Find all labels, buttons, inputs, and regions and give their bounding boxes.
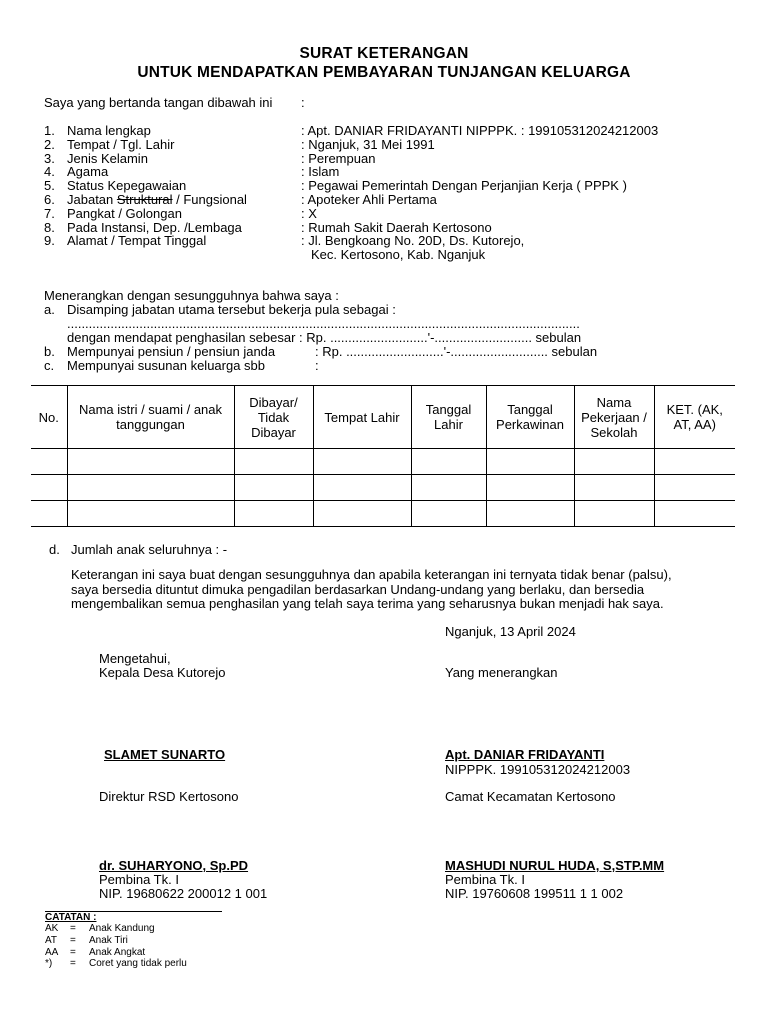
- signer-name: dr. SUHARYONO, Sp.PD: [99, 858, 249, 873]
- field-num: 8.: [44, 220, 55, 235]
- field-num: 3.: [44, 151, 55, 166]
- signer-nip: NIPPPK. 199105312024212003: [445, 762, 631, 777]
- note-eq: =: [70, 923, 76, 934]
- family-text: Mempunyai susunan keluarga sbb: [67, 358, 266, 373]
- note-code: AK: [45, 923, 59, 934]
- intro-colon: :: [301, 95, 305, 110]
- table-cell: [67, 501, 234, 527]
- col-header-no: No.: [31, 386, 67, 449]
- field-value-name: : Apt. DANIAR FRIDAYANTI NIPPPK. : 199105312024212003: [301, 123, 659, 138]
- signer-rank: Pembina Tk. I: [99, 872, 179, 887]
- field-label-rank: Pangkat / Golongan: [67, 206, 182, 221]
- field-value-agency: : Rumah Sakit Daerah Kertosono: [301, 220, 492, 235]
- signer-role: Yang menerangkan: [445, 665, 558, 680]
- note-code: *): [45, 958, 53, 969]
- note-code: AT: [45, 935, 58, 946]
- family-colon: :: [315, 358, 319, 373]
- item-num: a.: [44, 302, 55, 317]
- pension-value: : Rp. ...........................'-........................... sebulan: [315, 344, 598, 359]
- table-cell: [574, 475, 654, 501]
- struck-option: Struktural: [116, 192, 173, 207]
- col-header-birthplace: Tempat Lahir: [313, 386, 411, 449]
- table-row: [31, 475, 735, 501]
- signer-rank: Pembina Tk. I: [445, 872, 525, 887]
- table-cell: [313, 449, 411, 475]
- field-value-position: : Apoteker Ahli Pertama: [301, 192, 437, 207]
- table-row: [31, 449, 735, 475]
- field-value-birth: : Nganjuk, 31 Mei 1991: [301, 137, 435, 152]
- table-cell: [313, 501, 411, 527]
- field-num: 1.: [44, 123, 55, 138]
- field-num: 4.: [44, 164, 55, 179]
- table-row: [31, 501, 735, 527]
- table-cell: [31, 475, 67, 501]
- field-num: 5.: [44, 178, 55, 193]
- note-desc: Coret yang tidak perlu: [89, 958, 187, 969]
- table-cell: [486, 449, 574, 475]
- item-num: d.: [49, 542, 60, 557]
- signer-role: Camat Kecamatan Kertosono: [445, 789, 616, 804]
- signer-name: SLAMET SUNARTO: [104, 747, 226, 762]
- table-header-row: [31, 386, 735, 449]
- side-job-income: dengan mendapat penghasilan sebesar : Rp. ...........................'-........................... sebulan: [67, 330, 582, 345]
- table-cell: [67, 475, 234, 501]
- table-cell: [234, 449, 313, 475]
- field-label-position: [67, 192, 247, 207]
- col-header-birthdate: Tanggal Lahir: [411, 386, 486, 449]
- field-label-gender: Jenis Kelamin: [67, 151, 148, 166]
- table-cell: [486, 501, 574, 527]
- table-cell: [486, 475, 574, 501]
- field-label-name: Nama lengkap: [67, 123, 151, 138]
- note-desc: Anak Kandung: [89, 923, 155, 934]
- table-cell: [574, 501, 654, 527]
- col-header-paid: Dibayar/ Tidak Dibayar: [234, 386, 313, 449]
- col-header-ket: KET. (AK, AT, AA): [654, 386, 735, 449]
- side-job-dots: ..............................................................................................................................................: [67, 316, 580, 331]
- field-value-religion: : Islam: [301, 164, 340, 179]
- pension-text: Mempunyai pensiun / pensiun janda: [67, 344, 276, 359]
- statement-line: Keterangan ini saya buat dengan sesungguhnya dan apabila keterangan ini ternyata tidak benar (palsu),: [71, 567, 672, 582]
- table-cell: [411, 501, 486, 527]
- signer-role: Direktur RSD Kertosono: [99, 789, 239, 804]
- document-subtitle: UNTUK MENDAPATKAN PEMBAYARAN TUNJANGAN KELUARGA: [137, 64, 631, 81]
- side-job-text: Disamping jabatan utama tersebut bekerja pula sebagai :: [67, 302, 396, 317]
- table-cell: [31, 501, 67, 527]
- table-cell: [234, 501, 313, 527]
- field-num: 2.: [44, 137, 55, 152]
- table-cell: [654, 475, 735, 501]
- label-part: / Fungsional: [172, 192, 247, 207]
- field-value-gender: : Perempuan: [301, 151, 376, 166]
- table-cell: [411, 475, 486, 501]
- field-value-status: : Pegawai Pemerintah Dengan Perjanjian Kerja ( PPPK ): [301, 178, 627, 193]
- field-value-address: : Jl. Bengkoang No. 20D, Ds. Kutorejo,: [301, 233, 525, 248]
- note-desc: Anak Tiri: [89, 935, 128, 946]
- item-num: c.: [44, 358, 55, 373]
- field-label-address: Alamat / Tempat Tinggal: [67, 233, 207, 248]
- field-label-status: Status Kepegawaian: [67, 178, 187, 193]
- signer-name: Apt. DANIAR FRIDAYANTI: [445, 747, 605, 762]
- table-cell: [31, 449, 67, 475]
- children-count: Jumlah anak seluruhnya : -: [71, 542, 228, 557]
- col-header-marriage-date: Tanggal Perkawinan: [486, 386, 574, 449]
- table-cell: [313, 475, 411, 501]
- field-label-religion: Agama: [67, 164, 109, 179]
- field-num: 9.: [44, 233, 55, 248]
- table-cell: [234, 475, 313, 501]
- item-num: b.: [44, 344, 55, 359]
- label-part: Jabatan: [67, 192, 117, 207]
- note-eq: =: [70, 935, 76, 946]
- document-title: SURAT KETERANGAN: [299, 45, 469, 62]
- note-desc: Anak Angkat: [89, 947, 146, 958]
- field-value-address-line2: Kec. Kertosono, Kab. Nganjuk: [311, 247, 486, 262]
- place-date: Nganjuk, 13 April 2024: [445, 624, 576, 639]
- field-num: 7.: [44, 206, 55, 221]
- note-eq: =: [70, 958, 76, 969]
- note-eq: =: [70, 947, 76, 958]
- notes-heading: CATATAN :: [45, 912, 97, 923]
- table-cell: [411, 449, 486, 475]
- signer-role: Kepala Desa Kutorejo: [99, 665, 226, 680]
- table-cell: [654, 449, 735, 475]
- acknowledged-label: Mengetahui,: [99, 651, 171, 666]
- intro-text: Saya yang bertanda tangan dibawah ini: [44, 95, 273, 110]
- signer-nip: NIP. 19680622 200012 1 001: [99, 886, 268, 901]
- field-value-rank: : X: [301, 206, 317, 221]
- statement-line: saya bersedia dituntut dimuka pengadilan berdasarkan Undang-undang yang berlaku, dan bersedia: [71, 582, 645, 597]
- field-label-birth: Tempat / Tgl. Lahir: [67, 137, 175, 152]
- declare-heading: Menerangkan dengan sesungguhnya bahwa saya :: [44, 288, 339, 303]
- statement-line: mengembalikan semua penghasilan yang telah saya terima yang seharusnya bukan menjadi hak saya.: [71, 596, 664, 611]
- note-code: AA: [45, 947, 59, 958]
- family-table: [31, 385, 735, 527]
- table-cell: [654, 501, 735, 527]
- signer-nip: NIP. 19760608 199511 1 1 002: [445, 886, 624, 901]
- signer-name: MASHUDI NURUL HUDA, S,STP.MM: [445, 858, 665, 873]
- col-header-name: Nama istri / suami / anak tanggungan: [67, 386, 234, 449]
- col-header-occupation: Nama Pekerjaan / Sekolah: [574, 386, 654, 449]
- table-cell: [574, 449, 654, 475]
- table-cell: [67, 449, 234, 475]
- field-label-agency: Pada Instansi, Dep. /Lembaga: [67, 220, 242, 235]
- field-num: 6.: [44, 192, 55, 207]
